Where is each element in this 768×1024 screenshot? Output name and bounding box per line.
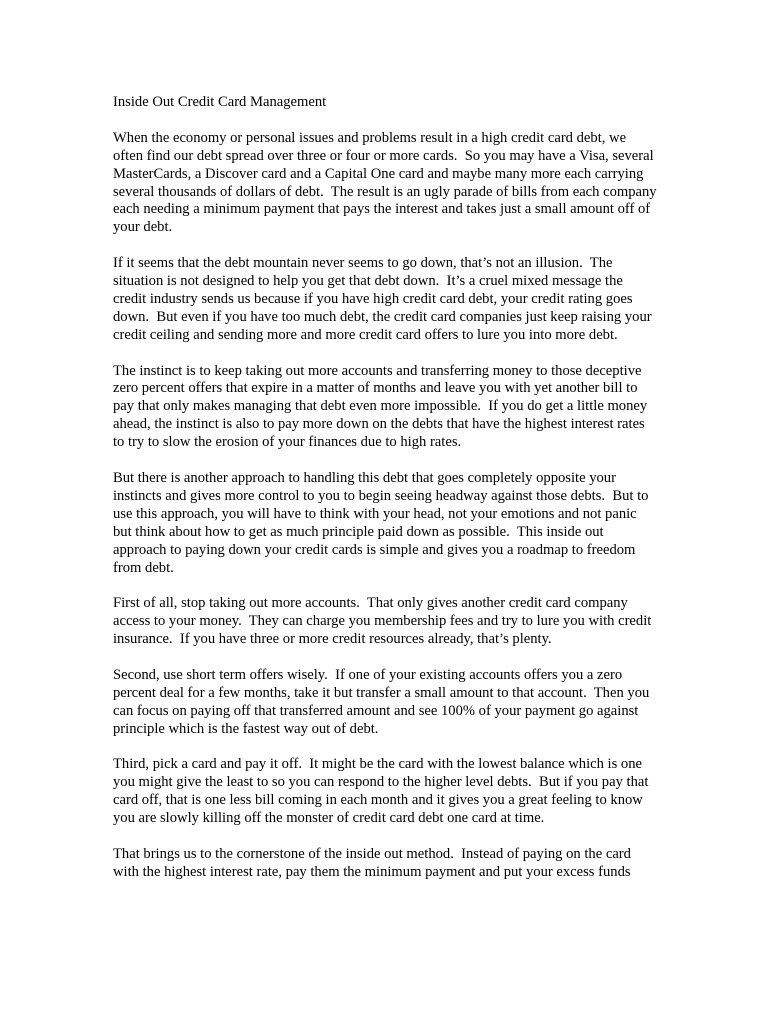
document-body — [113, 94, 661, 900]
paragraph: If it seems that the debt mountain never seems to go down, that’s not an illusion. The situation is not designed to help you get that debt down. It’s a cruel mixed message the credit industry sends us because if you have high credit card debt, your credit rating goes down. But even if you have too much debt, the credit card companies just keep raising your credit ceiling and sending more and more credit card offers to lure you into more debt. — [113, 255, 656, 343]
paragraph: Third, pick a card and pay it off. It might be the card with the lowest balance which is one you might give the least to so you can respond to the higher level debts. But if you pay that card off, that is one less bill coming in each month and it gives you a great feeling to know you are slowly killing off the monster of credit card debt one card at time. — [113, 756, 653, 827]
paragraph: When the economy or personal issues and problems result in a high credit card debt, we often find our debt spread over three or four or more cards. So you may have a Visa, several MasterCards, a Discover card and a Capital One card and maybe many more each carrying several thousands of dollars of debt. The result is an ugly parade of bills from each company each needing a minimum payment that pays the interest and takes just a small amount off of your debt. — [113, 129, 661, 236]
document-title: Inside Out Credit Card Management — [113, 94, 327, 110]
paragraph: But there is another approach to handling this debt that goes completely opposite your instincts and gives more control to you to begin seeing headway against those debts. But to use this approach, you will have to think with your head, not your emotions and not panic but think about how to get as much principle paid down as possible. This inside out approach to paying down your credit cards is simple and gives you a roadmap to freedom from debt. — [113, 469, 653, 576]
paragraph: First of all, stop taking out more accounts. That only gives another credit card company access to your money. They can charge you membership fees and try to lure you with credit insurance. If you have three or more credit resources already, that’s plenty. — [113, 595, 655, 648]
paragraph: That brings us to the cornerstone of the inside out method. Instead of paying on the card with the highest interest rate, pay them the minimum payment and put your excess funds — [113, 845, 635, 880]
paragraph: The instinct is to keep taking out more accounts and transferring money to those deceptive zero percent offers that expire in a matter of months and leave you with yet another bill to pay that only makes managing that debt even more impossible. If you do get a little money ahead, the instinct is also to pay more down on the debts that have the highest interest rates to try to slow the erosion of your finances due to high rates. — [113, 362, 651, 451]
paragraph: Second, use short term offers wisely. If one of your existing accounts offers you a zero percent deal for a few months, take it but transfer a small amount to that account. Then you can focus on paying off that transferred amount and see 100% of your payment go against principle which is the fastest way out of debt. — [113, 666, 653, 737]
